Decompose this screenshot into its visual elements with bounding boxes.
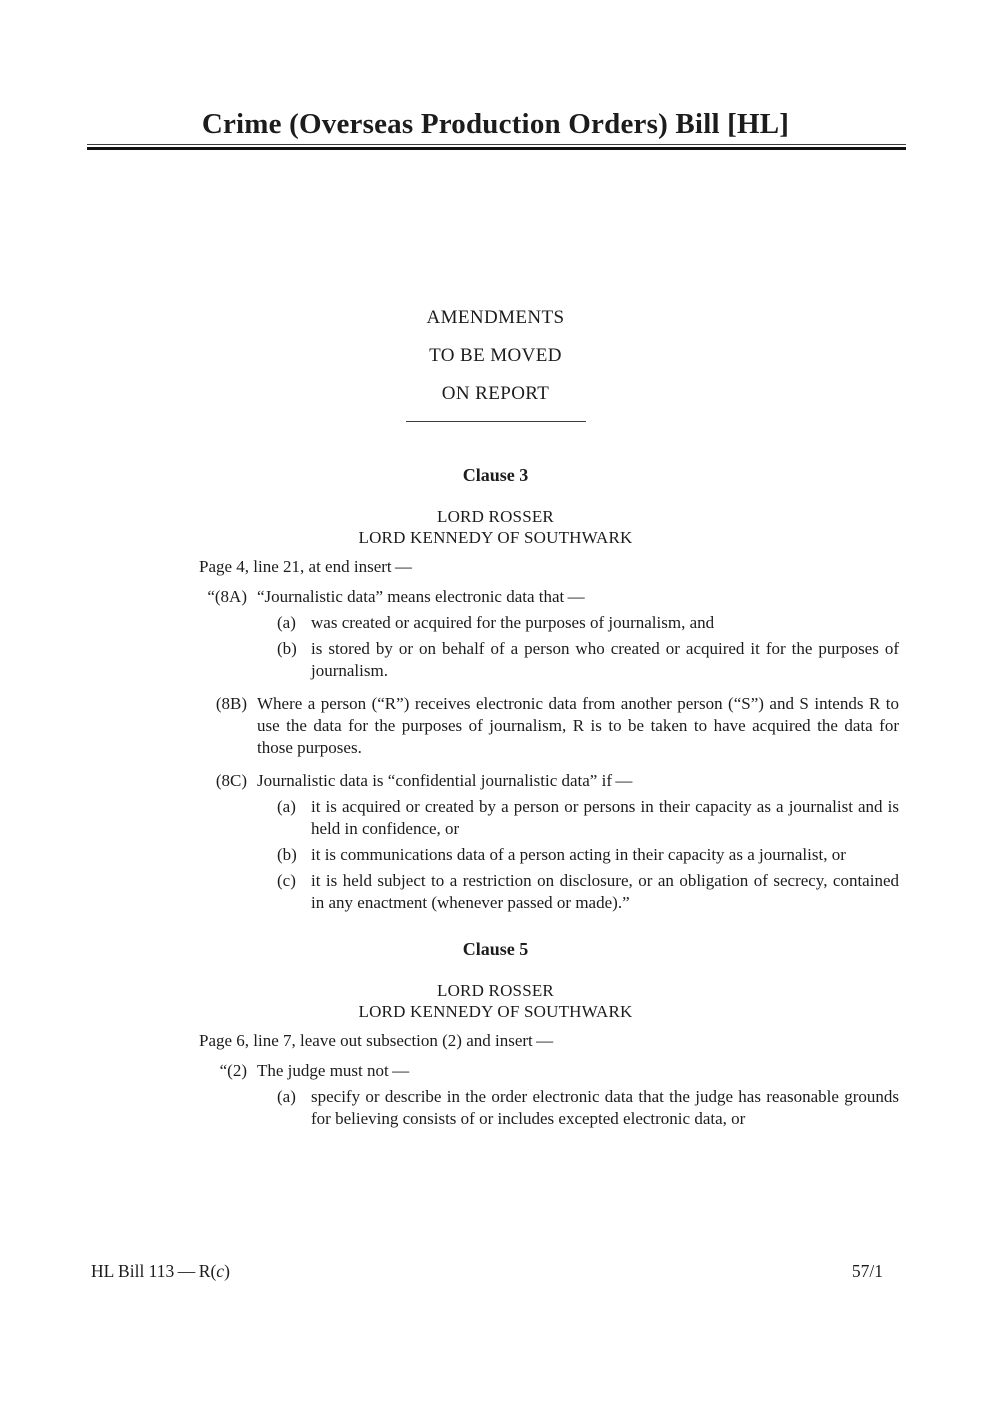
sponsor-lord-kennedy: LORD KENNEDY OF SOUTHWARK — [358, 528, 633, 547]
amendments-banner — [0, 307, 991, 422]
item-a-text: was created or acquired for the purposes of journalism, and — [311, 613, 715, 632]
subsection-8A-label: “(8A) — [207, 587, 247, 606]
clause-5-amendment-body — [199, 1030, 899, 1130]
subsection-8C-item-b — [199, 844, 899, 866]
bill-reference-suffix: ) — [224, 1261, 230, 1281]
page-footer — [91, 1260, 883, 1282]
item-a-label: (a) — [277, 613, 296, 632]
sponsor-lord-rosser: LORD ROSSER — [437, 507, 554, 526]
clause-3-amendment-body — [199, 556, 899, 914]
item-a-text: it is acquired or created by a person or persons in their capacity as a journalist and is held in confidence, or — [311, 797, 899, 838]
bill-reference-prefix: HL Bill 113 — R( — [91, 1261, 217, 1281]
clause-3-heading: Clause 3 — [462, 465, 529, 485]
subsection-8C-text: Journalistic data is “confidential journalistic data” if — — [257, 771, 633, 790]
item-b-label: (b) — [277, 845, 297, 864]
subsection-2 — [199, 1060, 899, 1082]
bill-reference-italic: c — [216, 1261, 225, 1281]
item-a-label: (a) — [277, 1087, 296, 1106]
item-a-text: specify or describe in the order electronic data that the judge has reasonable grounds for believing consists of or includes excepted electronic data, or — [311, 1087, 899, 1128]
subsection-2-item-a — [199, 1086, 899, 1130]
clause-5-sponsors — [0, 980, 991, 1022]
bill-reference — [91, 1260, 230, 1282]
subsection-8A-item-a — [199, 612, 899, 634]
sponsor-lord-rosser: LORD ROSSER — [437, 981, 554, 1000]
clause-5-instruction: Page 6, line 7, leave out subsection (2) and insert — — [199, 1031, 554, 1050]
item-b-label: (b) — [277, 639, 297, 658]
subsection-8B-text: Where a person (“R”) receives electronic data from another person (“S”) and S intends R to use the data for the purposes of journalism, R is to be taken to have acquired the data for those purposes. — [257, 694, 899, 757]
session-number: 57/1 — [851, 1261, 883, 1281]
item-c-text: it is held subject to a restriction on disclosure, or an obligation of secrecy, contained in any enactment (whenever passed or made).” — [311, 871, 899, 912]
subsection-8C-item-a — [199, 796, 899, 840]
subsection-8C-label: (8C) — [215, 771, 247, 790]
banner-line-amendments: AMENDMENTS — [426, 307, 565, 328]
sponsor-lord-kennedy: LORD KENNEDY OF SOUTHWARK — [358, 1002, 633, 1021]
item-b-text: is stored by or on behalf of a person who created or acquired it for the purposes of journalism. — [311, 639, 899, 680]
item-b-text: it is communications data of a person acting in their capacity as a journalist, or — [311, 845, 846, 864]
subsection-8C-item-c — [199, 870, 899, 914]
banner-line-to-be-moved: TO BE MOVED — [429, 345, 562, 366]
title-double-rule — [87, 144, 906, 150]
banner-line-on-report: ON REPORT — [441, 383, 550, 404]
banner-divider-rule — [406, 421, 586, 422]
item-a-label: (a) — [277, 797, 296, 816]
subsection-8B — [199, 693, 899, 759]
clause-5-heading: Clause 5 — [462, 939, 529, 959]
subsection-8A-text: “Journalistic data” means electronic data that — — [257, 587, 585, 606]
clause-3-instruction: Page 4, line 21, at end insert — — [199, 557, 413, 576]
subsection-8A — [199, 586, 899, 608]
bill-title: Crime (Overseas Production Orders) Bill [HL] — [201, 108, 790, 140]
item-c-label: (c) — [277, 871, 296, 890]
subsection-2-text: The judge must not — — [257, 1061, 410, 1080]
clause-3-sponsors — [0, 506, 991, 548]
subsection-8B-label: (8B) — [215, 694, 247, 713]
subsection-2-label: “(2) — [219, 1061, 247, 1080]
subsection-8C — [199, 770, 899, 792]
subsection-8A-item-b — [199, 638, 899, 682]
